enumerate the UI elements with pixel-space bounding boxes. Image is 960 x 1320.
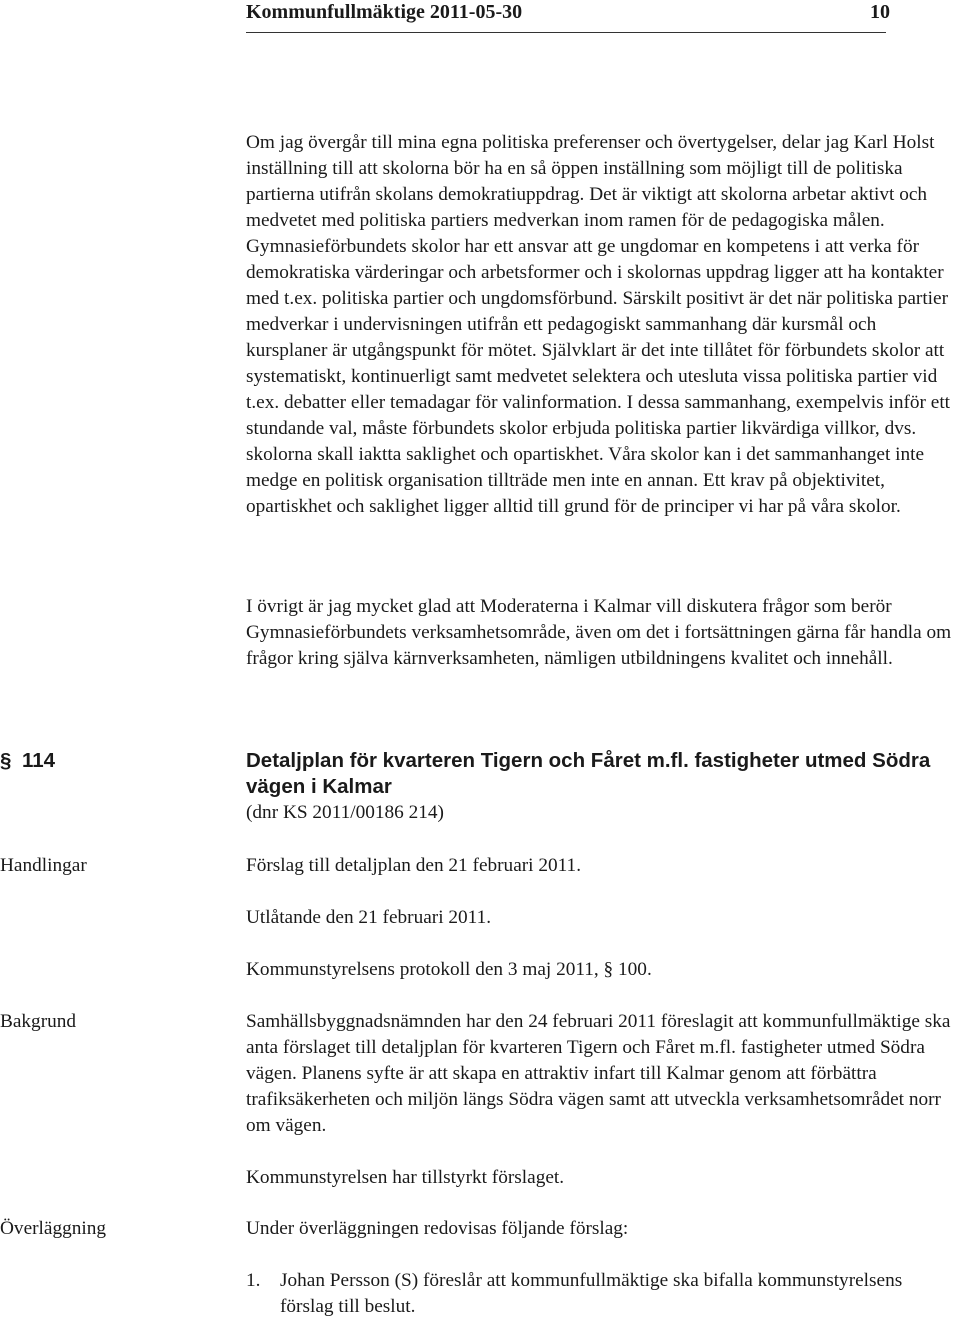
section-heading [0, 748, 960, 838]
page-header [246, 0, 890, 34]
label-overlaggning: Överläggning [0, 1218, 107, 1239]
header-divider [246, 32, 886, 33]
page-number: 10 [870, 1, 890, 23]
handlingar-item: Kommunstyrelsens protokoll den 3 maj 2011, § 100. [246, 959, 652, 980]
bakgrund-paragraph-2: Kommunstyrelsen har tillstyrkt förslaget. [246, 1167, 565, 1188]
section-number: 114 [22, 749, 56, 772]
handlingar-item: Förslag till detaljplan den 21 februari 2011. [246, 855, 582, 876]
intro-paragraph-1: Om jag övergår till mina egna politiska preferenser och övertygelser, delar jag Karl Holst inställning till att skolorna bör ha en så öppen inställning som möjligt till de politiska partierna utifrån skolans demokratiuppdrag. Det är viktigt att skolorna arbetar aktivt och medvetet med politiska partiers medverkan inom ramen för de pedagogiska målen. Gymnasieförbundets skolor har ett ansvar att ge ungdomar en kompetens i att verka för demokratiska värderingar och arbetsformer och i skolornas uppdrag ligger att ha kontakter med t.ex. politiska partier och ungdomsförbund. Särskilt positivt är det när politiska partier medverkar i undervisningen utifrån ett pedagogiskt sammanhang där kursmål och kursplaner är utgångspunkt för mötet. Självklart är det inte tillåtet för förbundets skolor att systematiskt, kontinuerligt samt medvetet selektera och utesluta vissa politiska partier vid t.ex. debatter eller temadagar för valinformation. I dessa sammanhang, exempelvis inför ett stundande val, måste förbundets skolor erbjuda politiska partier likvärdiga villkor, dvs. skolorna skall iaktta saklighet och opartiskhet. Våra skolor kan i det sammanhanget inte medge en politisk organisation tillträde men inte en annan. Ett krav på objektivitet, opartiskhet och saklighet ligger alltid till grund för de principer vi har på våra skolor. [246, 132, 951, 517]
label-handlingar: Handlingar [0, 855, 87, 876]
label-bakgrund: Bakgrund [0, 1011, 77, 1032]
section-reference: (dnr KS 2011/00186 214) [246, 802, 444, 823]
proposal-number: 1. [246, 1270, 261, 1291]
section-sign: § [0, 749, 12, 772]
intro-paragraph-2: I övrigt är jag mycket glad att Moderaterna i Kalmar vill diskutera frågor som berör Gymnasieförbundets verksamhetsområde, även om det i fortsättningen gärna får handla om frågor kring själva kärnverksamheten, nämligen utbildningens kvalitet och innehåll. [246, 596, 952, 669]
overlaggning-intro: Under överläggningen redovisas följande förslag: [246, 1218, 629, 1239]
section-title: Detaljplan för kvarteren Tigern och Fåret m.fl. fastigheter utmed Södra vägen i Kalmar [246, 749, 931, 798]
bakgrund-paragraph-1: Samhällsbyggnadsnämnden har den 24 februari 2011 föreslagit att kommunfullmäktige ska anta förslaget till detaljplan för kvarteren Tigern och Fåret m.fl. fastigheter utmed Södra vägen. Planens syfte är att skapa en attraktiv infart till Kalmar genom att förbättra trafiksäkerheten och miljön längs Södra vägen samt att utveckla verksamhetsområdet norr om vägen. [246, 1011, 951, 1136]
handlingar-item: Utlåtande den 21 februari 2011. [246, 907, 492, 928]
proposal-text: Johan Persson (S) föreslår att kommunfullmäktige ska bifalla kommunstyrelsens förslag till beslut. [280, 1270, 903, 1317]
document-title: Kommunfullmäktige 2011-05-30 [246, 1, 523, 23]
